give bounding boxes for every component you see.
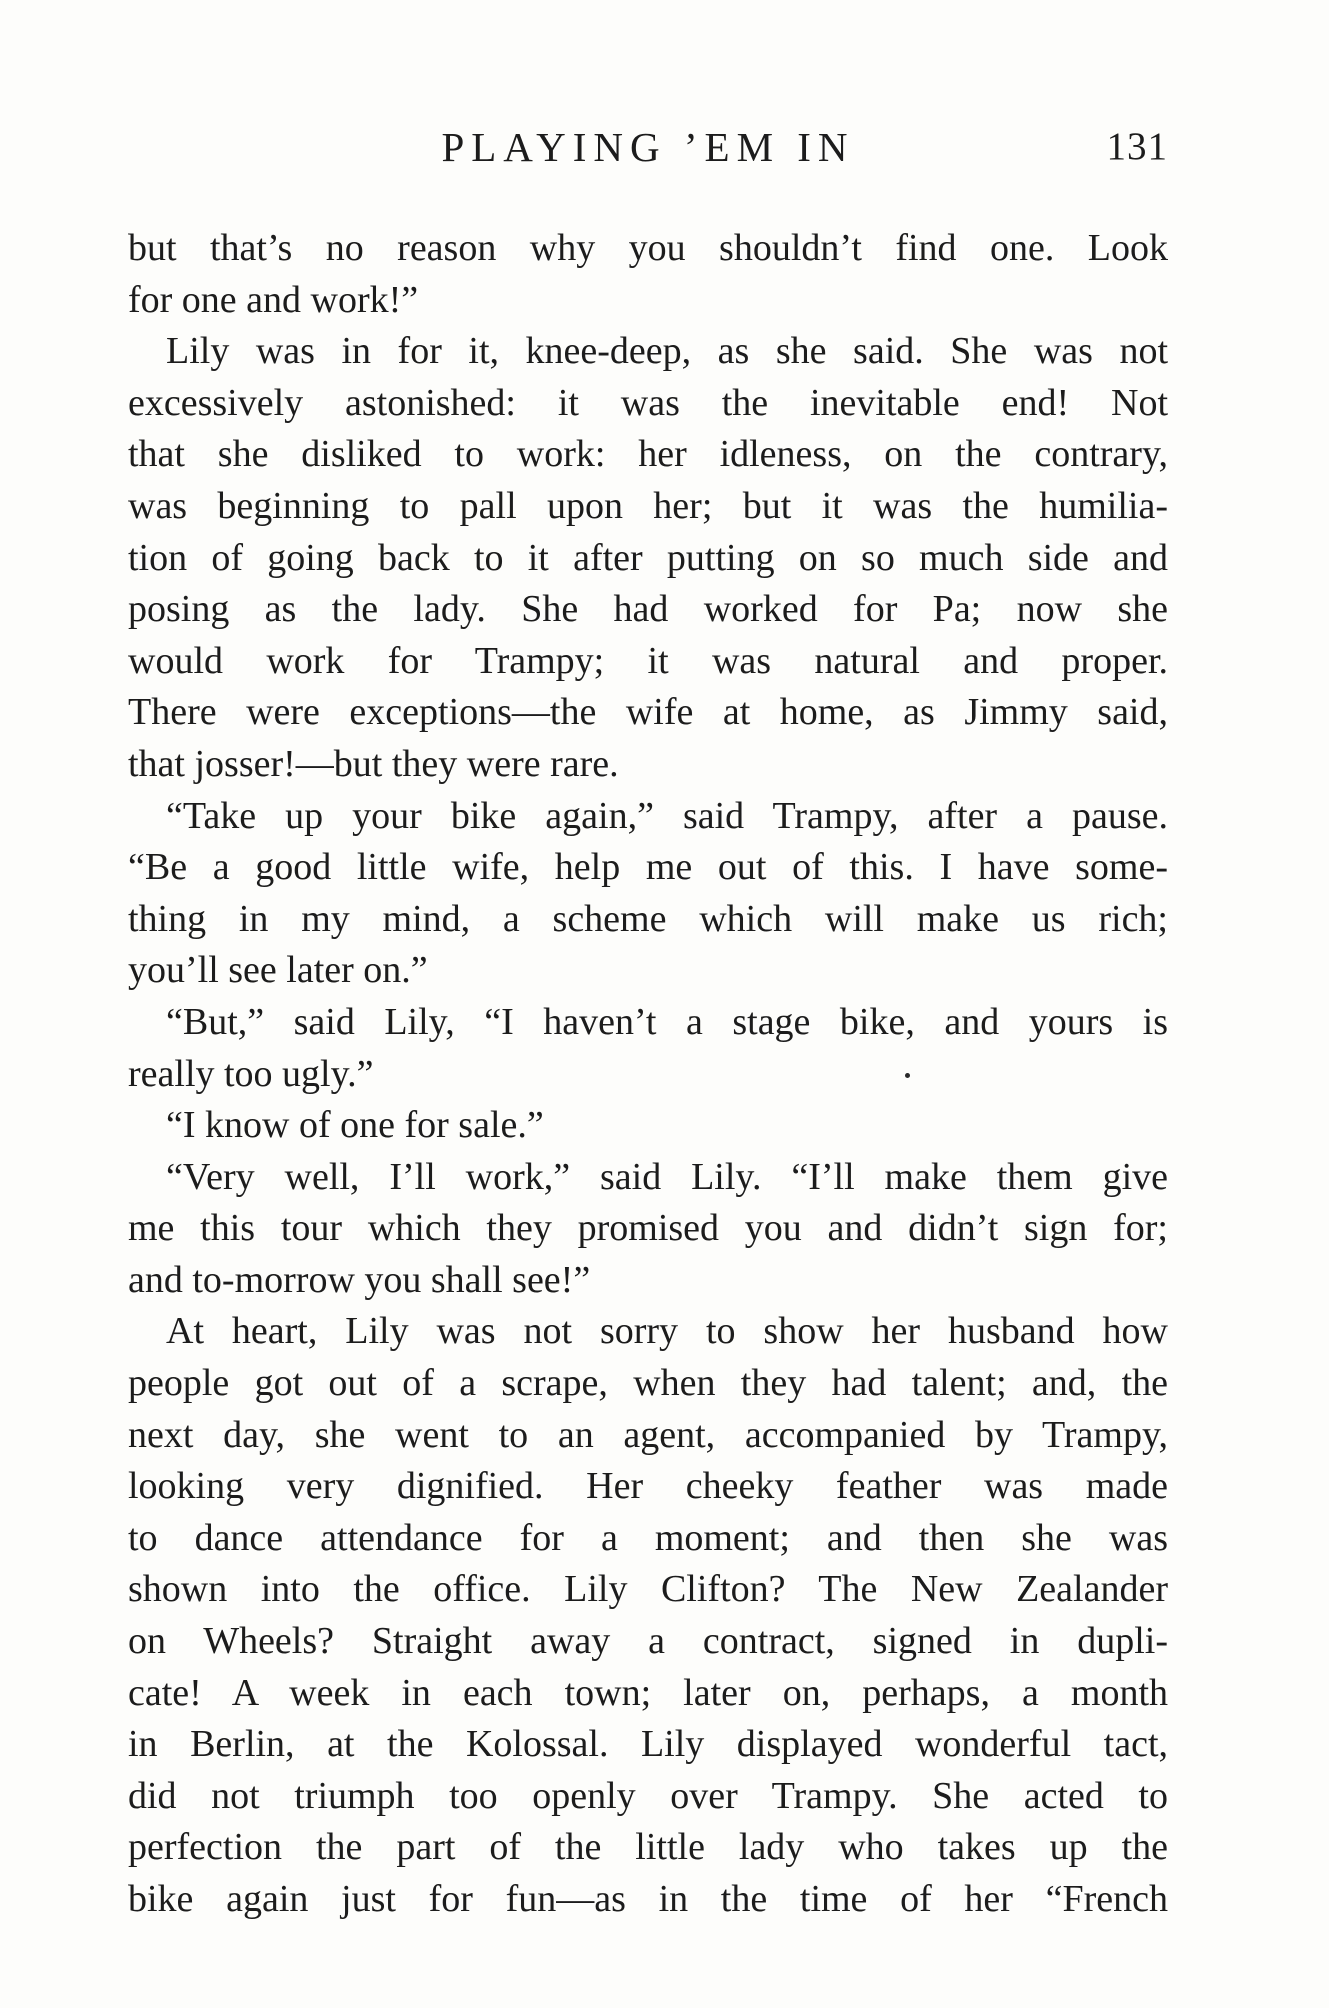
text-line: for one and work!” (128, 278, 419, 321)
page-number: 131 (1106, 125, 1168, 168)
text-line: looking very dignified. Her cheeky feather was made (128, 1465, 1168, 1508)
text-line: posing as the lady. She had worked for Pa; now she (128, 588, 1168, 631)
running-title: PLAYING ’EM IN (441, 124, 855, 170)
text-line: and to-morrow you shall see!” (128, 1258, 591, 1301)
text-line: shown into the office. Lily Clifton? The New Zealander (128, 1568, 1168, 1611)
text-line: that she disliked to work: her idleness, on the contrary, (128, 433, 1168, 476)
text-line: to dance attendance for a moment; and then she was (128, 1516, 1168, 1559)
text-line: would work for Trampy; it was natural and proper. (128, 639, 1168, 682)
text-line: “Very well, I’ll work,” said Lily. “I’ll make them give (166, 1155, 1168, 1198)
text-line: next day, she went to an agent, accompanied by Trampy, (128, 1413, 1168, 1456)
text-line: was beginning to pall upon her; but it was the humilia- (128, 484, 1168, 527)
text-line: “But,” said Lily, “I haven’t a stage bike, and yours is (166, 1000, 1168, 1043)
text-line: “Be a good little wife, help me out of this. I have some- (128, 846, 1168, 889)
text-line: did not triumph too openly over Trampy. She acted to (128, 1774, 1168, 1817)
text-line: “I know of one for sale.” (166, 1104, 544, 1147)
text-line: bike again just for fun—as in the time of her “French (128, 1878, 1168, 1920)
text-line: on Wheels? Straight away a contract, signed in dupli- (128, 1620, 1168, 1663)
running-head (128, 122, 1168, 172)
text-line: There were exceptions—the wife at home, as Jimmy said, (128, 691, 1168, 734)
text-line: people got out of a scrape, when they had talent; and, the (128, 1362, 1168, 1405)
text-line: you’ll see later on.” (128, 949, 428, 992)
text-line: in Berlin, at the Kolossal. Lily displayed wonderful tact, (128, 1723, 1168, 1766)
text-line: tion of going back to it after putting on so much side and (128, 536, 1168, 579)
text-line: but that’s no reason why you shouldn’t find one. Look (128, 227, 1168, 269)
text-line: really too ugly.” (128, 1052, 374, 1095)
text-line: cate! A week in each town; later on, perhaps, a month (128, 1671, 1168, 1714)
text-line: excessively astonished: it was the inevitable end! Not (128, 381, 1168, 424)
ink-speck (905, 1073, 910, 1078)
text-line: At heart, Lily was not sorry to show her husband how (166, 1310, 1168, 1353)
text-line: that josser!—but they were rare. (128, 742, 619, 785)
body-text (128, 223, 1168, 1926)
text-line: thing in my mind, a scheme which will make us rich; (128, 897, 1168, 940)
text-line: “Take up your bike again,” said Trampy, after a pause. (166, 794, 1168, 837)
text-line: Lily was in for it, knee-deep, as she said. She was not (166, 330, 1168, 373)
text-line: me this tour which they promised you and didn’t sign for; (128, 1207, 1168, 1250)
text-line: perfection the part of the little lady who takes up the (128, 1826, 1168, 1869)
